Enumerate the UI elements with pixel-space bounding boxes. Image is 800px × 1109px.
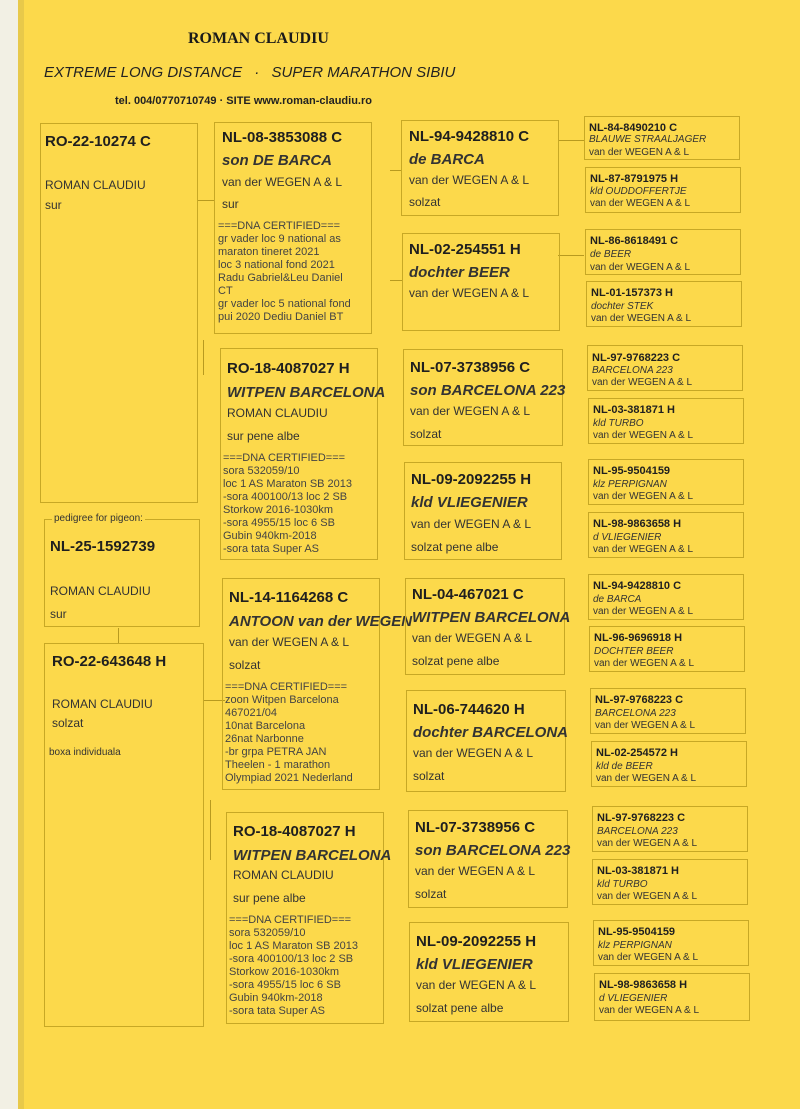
gen4-ring: NL-96-9696918 H bbox=[594, 632, 683, 644]
gen4-name: d VLIEGENIER bbox=[593, 532, 662, 543]
gen3-box bbox=[405, 578, 571, 675]
gen4-box bbox=[592, 806, 748, 852]
gen3-name: son BARCELONA 223 bbox=[410, 382, 566, 399]
gen2-notes: ===DNA CERTIFIED=== sora 532059/10 loc 1 AS Maraton SB 2013 -sora 400100/13 loc 2 SB Storkow 2016-1030km -sora 4955/15 loc 6 SB Gubin 940km-2018 -sora tata Super AS bbox=[229, 914, 359, 1017]
tagline-separator: · bbox=[254, 64, 260, 81]
gen3-breeder: van der WEGEN A & L bbox=[409, 173, 530, 187]
gen4-breeder: van der WEGEN A & L bbox=[593, 491, 694, 502]
gen4-breeder: van der WEGEN A & L bbox=[589, 147, 690, 158]
gen4-ring: NL-94-9428810 C bbox=[593, 580, 682, 592]
dam-color: solzat bbox=[52, 716, 84, 730]
connector-line bbox=[197, 200, 215, 201]
gen4-name: BARCELONA 223 bbox=[595, 708, 676, 719]
gen4-box bbox=[588, 574, 744, 620]
gen4-breeder: van der WEGEN A & L bbox=[599, 1005, 700, 1016]
gen4-breeder: van der WEGEN A & L bbox=[597, 891, 698, 902]
gen2-name: ANTOON van der WEGEN bbox=[229, 613, 413, 630]
gen3-name: kld VLIEGENIER bbox=[411, 494, 528, 511]
gen4-ring: NL-97-9768223 C bbox=[595, 694, 684, 706]
gen2-ring: NL-14-1164268 C bbox=[229, 589, 349, 606]
gen3-color: solzat bbox=[413, 769, 445, 783]
gen4-ring: NL-95-9504159 bbox=[593, 465, 671, 477]
paper-shadow bbox=[18, 0, 24, 1109]
gen3-ring: NL-09-2092255 H bbox=[411, 471, 532, 488]
gen2-box bbox=[214, 122, 372, 334]
gen4-box bbox=[588, 459, 744, 505]
gen2-color: sur pene albe bbox=[227, 429, 300, 443]
gen4-ring: NL-84-8490210 C bbox=[589, 122, 678, 134]
sire-box bbox=[40, 123, 198, 503]
gen4-breeder: van der WEGEN A & L bbox=[597, 838, 698, 849]
sire-ring: RO-22-10274 C bbox=[45, 133, 151, 150]
gen2-color: solzat bbox=[229, 658, 261, 672]
gen4-ring: NL-03-381871 H bbox=[593, 404, 675, 416]
gen3-color: solzat bbox=[415, 887, 447, 901]
gen3-ring: NL-94-9428810 C bbox=[409, 128, 530, 145]
gen3-ring: NL-02-254551 H bbox=[409, 241, 521, 258]
gen4-box bbox=[591, 741, 747, 787]
gen4-name: BLAUWE STRAALJAGER bbox=[589, 134, 707, 145]
gen4-box bbox=[588, 398, 744, 444]
gen4-name: DOCHTER BEER bbox=[594, 646, 674, 657]
gen4-breeder: van der WEGEN A & L bbox=[593, 544, 694, 555]
gen4-ring: NL-03-381871 H bbox=[597, 865, 679, 877]
gen4-name: kld TURBO bbox=[593, 418, 644, 429]
dam-ring: RO-22-643648 H bbox=[52, 653, 167, 670]
gen2-ring: RO-18-4087027 H bbox=[227, 360, 350, 377]
gen2-ring: NL-08-3853088 C bbox=[222, 129, 343, 146]
connector-line bbox=[210, 800, 211, 860]
gen3-ring: NL-06-744620 H bbox=[413, 701, 525, 718]
gen3-box bbox=[409, 922, 569, 1022]
gen3-color: solzat bbox=[410, 427, 442, 441]
gen4-breeder: van der WEGEN A & L bbox=[596, 773, 697, 784]
gen2-box bbox=[226, 812, 392, 1024]
gen4-ring: NL-01-157373 H bbox=[591, 287, 673, 299]
gen3-color: solzat bbox=[409, 195, 441, 209]
paper-edge bbox=[0, 0, 18, 1109]
gen3-name: son BARCELONA 223 bbox=[415, 842, 571, 859]
connector-line bbox=[390, 280, 402, 281]
gen4-box bbox=[587, 345, 743, 391]
gen4-name: BARCELONA 223 bbox=[592, 365, 673, 376]
gen3-name: de BARCA bbox=[409, 151, 485, 168]
gen2-notes: ===DNA CERTIFIED=== zoon Witpen Barcelona 467021/04 10nat Barcelona 26nat Narbonne -br grpa PETRA JAN Theelen - 1 marathon Olympiad 2021 Nederland bbox=[225, 681, 353, 784]
gen3-box bbox=[408, 810, 571, 908]
gen3-color: solzat pene albe bbox=[411, 540, 499, 554]
sire-color: sur bbox=[45, 198, 62, 212]
gen3-ring: NL-09-2092255 H bbox=[416, 933, 537, 950]
gen3-breeder: van der WEGEN A & L bbox=[413, 746, 534, 760]
gen4-box bbox=[593, 920, 749, 966]
connector-line bbox=[558, 140, 584, 141]
gen4-name: klz PERPIGNAN bbox=[593, 479, 667, 490]
subject-box bbox=[44, 519, 200, 627]
gen2-notes: ===DNA CERTIFIED=== gr vader loc 9 national as maraton tineret 2021 loc 3 national fond 2021 Radu Gabriel&Leu Daniel CT gr vader loc 5 national fond pui 2020 Dediu Daniel BT bbox=[218, 220, 351, 323]
gen4-name: kld de BEER bbox=[596, 761, 653, 772]
gen2-breeder: ROMAN CLAUDIU bbox=[233, 868, 334, 882]
gen4-box bbox=[594, 973, 750, 1021]
gen4-breeder: van der WEGEN A & L bbox=[594, 658, 695, 669]
pedigree-caption: pedigree for pigeon: bbox=[54, 513, 143, 524]
connector-line bbox=[558, 255, 584, 256]
gen4-box bbox=[585, 229, 741, 275]
gen4-ring: NL-87-8791975 H bbox=[590, 173, 679, 185]
gen3-name: WITPEN BARCELONA bbox=[412, 609, 571, 626]
subject-ring: NL-25-1592739 bbox=[50, 538, 156, 555]
gen4-name: kld TURBO bbox=[597, 879, 648, 890]
gen4-name: BARCELONA 223 bbox=[597, 826, 678, 837]
dam-box bbox=[44, 643, 204, 1027]
gen3-ring: NL-07-3738956 C bbox=[410, 359, 531, 376]
dam-note: boxa individuala bbox=[49, 747, 121, 758]
gen2-color: sur pene albe bbox=[233, 891, 306, 905]
gen3-breeder: van der WEGEN A & L bbox=[411, 517, 532, 531]
gen3-name: dochter BARCELONA bbox=[413, 724, 569, 741]
tagline-right: SUPER MARATHON SIBIU bbox=[271, 64, 456, 81]
gen4-ring: NL-98-9863658 H bbox=[593, 518, 682, 530]
gen3-box bbox=[401, 120, 559, 216]
header-breeder-name: ROMAN CLAUDIU bbox=[188, 30, 329, 47]
gen4-box bbox=[585, 167, 741, 213]
gen3-breeder: van der WEGEN A & L bbox=[409, 286, 530, 300]
gen4-box bbox=[586, 281, 742, 327]
connector-line bbox=[203, 340, 204, 375]
gen4-name: dochter STEK bbox=[591, 301, 654, 312]
gen4-breeder: van der WEGEN A & L bbox=[598, 952, 699, 963]
gen4-ring: NL-86-8618491 C bbox=[590, 235, 679, 247]
gen4-box bbox=[592, 859, 748, 905]
gen4-name: de BEER bbox=[590, 249, 632, 260]
gen4-breeder: van der WEGEN A & L bbox=[595, 720, 696, 731]
gen2-notes: ===DNA CERTIFIED=== sora 532059/10 loc 1 AS Maraton SB 2013 -sora 400100/13 loc 2 SB Storkow 2016-1030km -sora 4955/15 loc 6 SB Gubin 940km-2018 -sora tata Super AS bbox=[223, 452, 353, 555]
gen3-breeder: van der WEGEN A & L bbox=[410, 404, 531, 418]
connector-line bbox=[118, 628, 119, 644]
gen3-box bbox=[403, 349, 566, 446]
gen2-box bbox=[222, 578, 413, 790]
gen3-name: kld VLIEGENIER bbox=[416, 956, 533, 973]
gen3-ring: NL-07-3738956 C bbox=[415, 819, 536, 836]
gen4-ring: NL-97-9768223 C bbox=[597, 812, 686, 824]
gen2-breeder: ROMAN CLAUDIU bbox=[227, 406, 328, 420]
dam-owner: ROMAN CLAUDIU bbox=[52, 697, 153, 711]
gen4-name: d VLIEGENIER bbox=[599, 993, 668, 1004]
gen4-breeder: van der WEGEN A & L bbox=[590, 198, 691, 209]
header-contact: tel. 004/0770710749 · SITE www.roman-claudiu.ro bbox=[115, 95, 372, 107]
tagline-left: EXTREME LONG DISTANCE bbox=[44, 64, 243, 81]
gen4-breeder: van der WEGEN A & L bbox=[592, 377, 693, 388]
gen4-breeder: van der WEGEN A & L bbox=[590, 262, 691, 273]
gen3-name: dochter BEER bbox=[409, 264, 510, 281]
gen3-breeder: van der WEGEN A & L bbox=[412, 631, 533, 645]
subject-owner: ROMAN CLAUDIU bbox=[50, 584, 151, 598]
gen2-color: sur bbox=[222, 197, 239, 211]
gen3-color: solzat pene albe bbox=[412, 654, 500, 668]
gen4-ring: NL-95-9504159 bbox=[598, 926, 676, 938]
gen4-box bbox=[590, 688, 746, 734]
gen4-name: klz PERPIGNAN bbox=[598, 940, 672, 951]
gen2-breeder: van der WEGEN A & L bbox=[229, 635, 350, 649]
gen3-box bbox=[402, 233, 560, 331]
gen2-name: WITPEN BARCELONA bbox=[233, 847, 392, 864]
gen2-breeder: van der WEGEN A & L bbox=[222, 175, 343, 189]
gen3-breeder: van der WEGEN A & L bbox=[415, 864, 536, 878]
header-tagline bbox=[44, 64, 455, 81]
gen3-color: solzat pene albe bbox=[416, 1001, 504, 1015]
gen3-breeder: van der WEGEN A & L bbox=[416, 978, 537, 992]
gen2-ring: RO-18-4087027 H bbox=[233, 823, 356, 840]
sire-owner: ROMAN CLAUDIU bbox=[45, 178, 146, 192]
gen4-box bbox=[584, 116, 740, 160]
gen2-name: WITPEN BARCELONA bbox=[227, 384, 386, 401]
gen3-box bbox=[404, 462, 562, 560]
gen4-breeder: van der WEGEN A & L bbox=[591, 313, 692, 324]
gen2-name: son DE BARCA bbox=[222, 152, 333, 169]
gen4-ring: NL-97-9768223 C bbox=[592, 352, 681, 364]
subject-color: sur bbox=[50, 607, 67, 621]
gen4-name: de BARCA bbox=[593, 594, 642, 605]
gen4-breeder: van der WEGEN A & L bbox=[593, 606, 694, 617]
gen4-name: kld OUDDOFFERTJE bbox=[590, 186, 687, 197]
gen3-ring: NL-04-467021 C bbox=[412, 586, 524, 603]
gen4-ring: NL-98-9863658 H bbox=[599, 979, 688, 991]
gen2-box bbox=[220, 348, 386, 560]
gen3-box bbox=[406, 690, 569, 792]
gen4-box bbox=[589, 626, 745, 672]
gen4-breeder: van der WEGEN A & L bbox=[593, 430, 694, 441]
gen4-ring: NL-02-254572 H bbox=[596, 747, 678, 759]
gen4-box bbox=[588, 512, 744, 558]
